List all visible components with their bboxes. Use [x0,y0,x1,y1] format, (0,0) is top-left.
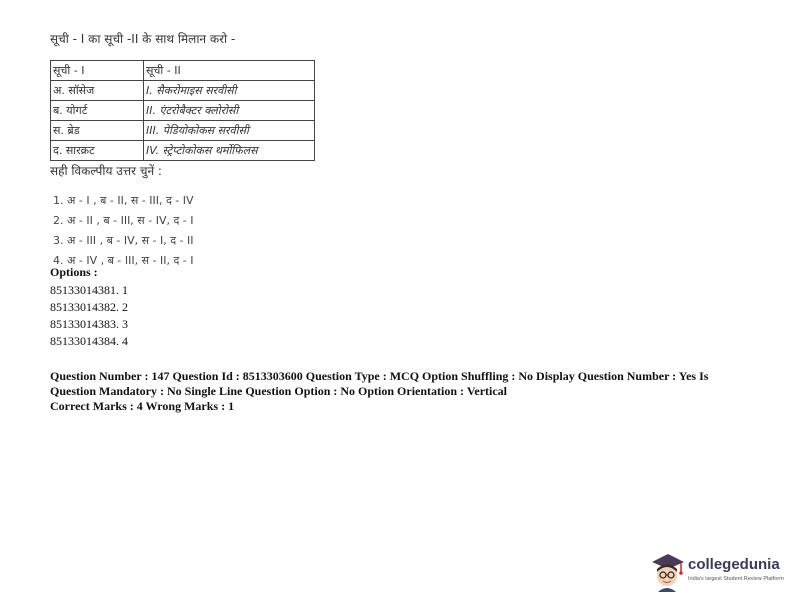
table-cell: ब. योगर्ट [51,101,144,121]
table-row [51,101,315,121]
answer-choice: 3. अ - III , ब - IV, स - I, द - II [53,234,194,247]
table-cell: अ. सॉसेज [51,81,144,101]
option-item: 85133014381. 1 [50,283,128,297]
table-cell: IV. स्ट्रेप्टोकोकस थर्मोफिलस [144,141,315,161]
brand-watermark [648,550,792,592]
brand-name: collegedunia [688,556,780,573]
options-list [50,282,128,350]
graduate-mascot-icon [648,550,686,592]
answer-choices [53,193,194,273]
table-row [51,121,315,141]
table-header-cell: सूची - II [144,61,315,81]
table-cell: III. पेडियोकोकस सरवीसी [144,121,315,141]
table-cell: द. सारक्रट [51,141,144,161]
table-row [51,81,315,101]
metadata-line: Question Number : 147 Question Id : 8513303600 Question Type : MCQ Option Shuffling : No Display Question Number : Yes Is [50,369,709,383]
answer-choice: 1. अ - I , ब - II, स - III, द - IV [53,194,194,207]
table-cell: I. सैकरोमाइस सरवीसी [144,81,315,101]
table-header-cell: सूची - I [51,61,144,81]
answer-prompt: सही विकल्पीय उत्तर चुनें : [50,164,162,178]
brand-tagline: India's largest Student Review Platform [688,576,784,582]
question-metadata [50,369,750,414]
question-heading: सूची - I का सूची -II के साथ मिलान करो - [50,32,236,46]
match-table [50,60,315,161]
table-cell: स. ब्रेड [51,121,144,141]
option-item: 85133014383. 3 [50,317,128,331]
table-row [51,141,315,161]
table-header-row [51,61,315,81]
metadata-line: Correct Marks : 4 Wrong Marks : 1 [50,399,235,413]
answer-choice: 2. अ - II , ब - III, स - IV, द - I [53,214,194,227]
metadata-line: Question Mandatory : No Single Line Question Option : No Option Orientation : Vertical [50,384,508,398]
table-cell: II. एंटरोबैक्टर क्लोरोसी [144,101,315,121]
option-item: 85133014384. 4 [50,334,128,348]
options-heading: Options : [50,265,98,279]
answer-choice: 4. अ - IV , ब - III, स - II, द - I [53,254,194,267]
option-item: 85133014382. 2 [50,300,128,314]
